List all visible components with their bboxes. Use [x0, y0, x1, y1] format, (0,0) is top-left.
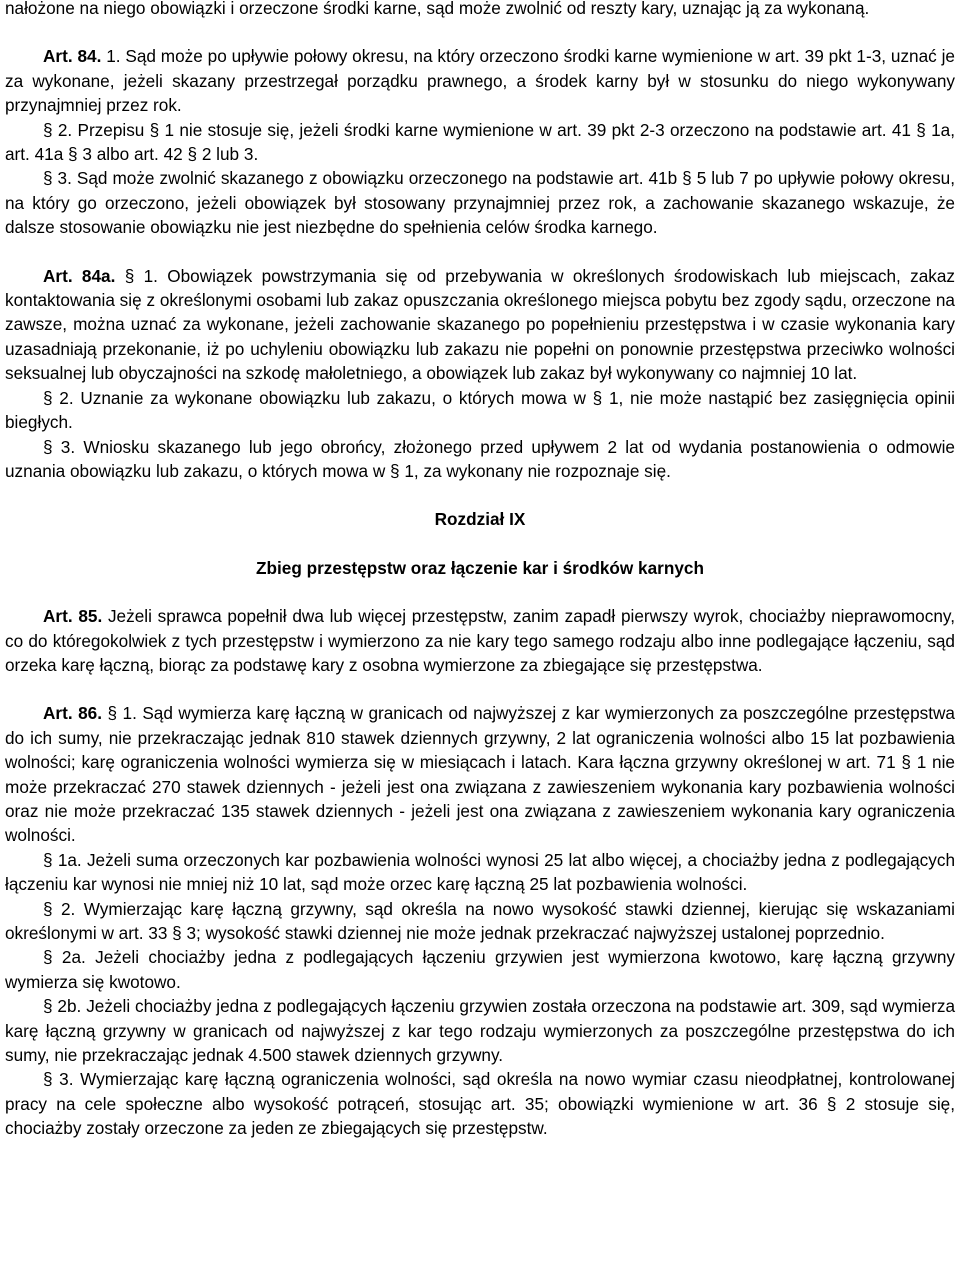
article-number: Art. 84. — [43, 46, 102, 67]
paragraph-art-86-1: Art. 86. § 1. Sąd wymierza karę łączną w granicach od najwyższej z kar wymierzonych za poszczególne przestępstwa do ich sumy, nie przekraczając jednak 810 stawek dziennych grzywny, 2 lat ograniczenia wolności albo 15 lat pozbawienia wolności; karę ograniczenia wolności wymierza się w miesiącach i latach. Kara łączna grzywny określonej w art. 71 § 1 nie może przekraczać 270 stawek dziennych - jeżeli jest ona związana z zawieszeniem wykonania kary pozbawienia wolności oraz nie może przekraczać 135 stawek dziennych - jeżeli jest ona związana z zawieszeniem wykonania kary ograniczenia wolności. — [5, 703, 955, 846]
paragraph-art-84-1: Art. 84. 1. Sąd może po upływie połowy okresu, na który orzeczono środki karne wymienione w art. 39 pkt 1-3, uznać je za wykonane, jeżeli skazany przestrzegał porządku prawnego, a środek karny był w stosunku do niego wykonywany przynajmniej przez rok. — [5, 46, 955, 116]
paragraph-art-85: Art. 85. Jeżeli sprawca popełnił dwa lub więcej przestępstw, zanim zapadł pierwszy wyrok, chociażby nieprawomocny, co do któregokolwiek z tych przestępstw i wymierzono za nie kary tego samego rodzaju albo inne podlegające łączeniu, sąd orzeka karę łączną, biorąc za podstawę kary z osobna wymierzone za zbiegające się przestępstwa. — [5, 606, 955, 675]
paragraph-art-86-2b: § 2b. Jeżeli chociażby jedna z podlegających łączeniu grzywien została orzeczona na podstawie art. 309, sąd wymierza karę łączną grzywny w granicach od najwyższej z kar tego rodzaju wymierzonych za poszczególne przestępstwa do ich sumy, nie przekraczając jednak 4.500 stawek dziennych grzywny. — [5, 996, 955, 1066]
paragraph-art-84-2: § 2. Przepisu § 1 nie stosuje się, jeżeli środki karne wymienione w art. 39 pkt 2-3 orzeczono na podstawie art. 41 § 1a, art. 41a § 3 albo art. 42 § 2 lub 3. — [5, 119, 955, 165]
article-number: Art. 86. — [43, 703, 102, 724]
chapter-number: Rozdział IX — [434, 509, 526, 530]
paragraph-art-84-3: § 3. Sąd może zwolnić skazanego z obowiązku orzeczonego na podstawie art. 41b § 5 lub 7 po upływie połowy okresu, na który go orzeczono, jeżeli obowiązek był stosowany przynajmniej przez rok, a zachowanie skazanego wskazuje, że dalsze stosowanie obowiązku nie jest niezbędne do spełnienia celów środka karnego. — [5, 168, 955, 238]
paragraph-art-84a-3: § 3. Wniosku skazanego lub jego obrońcy, złożonego przed upływem 2 lat od wydania postanowienia o odmowie uznania obowiązku lub zakazu, o których mowa w § 1, za wykonany nie rozpoznaje się. — [5, 436, 955, 481]
paragraph-art-84a-2: § 2. Uznanie za wykonane obowiązku lub zakazu, o których mowa w § 1, nie może nastąpić bez zasięgnięcia opinii biegłych. — [5, 387, 955, 433]
paragraph-art-86-2: § 2. Wymierzając karę łączną grzywny, sąd określa na nowo wysokość stawki dziennej, kierując się wskazaniami określonymi w art. 33 § 3; wysokość stawki dziennej nie może jednak przekraczać najwyższej ustalonej poprzednio. — [5, 898, 955, 943]
paragraph: nałożone na niego obowiązki i orzeczone środki karne, sąd może zwolnić od reszty kary, uznając ją za wykonaną. — [5, 0, 870, 18]
paragraph-art-86-2a: § 2a. Jeżeli chociażby jedna z podlegających łączeniu grzywien jest wymierzona kwotowo, karę łączną grzywny wymierza się kwotowo. — [5, 947, 955, 992]
paragraph-art-86-1a: § 1a. Jeżeli suma orzeczonych kar pozbawienia wolności wynosi 25 lat albo więcej, a chociażby jedna z podlegających łączeniu kar wynosi nie mniej niż 10 lat, sąd może orzec karę łączną 25 lat pozbawienia wolności. — [5, 849, 955, 895]
article-number: Art. 84a. — [43, 265, 116, 286]
article-number: Art. 85. — [43, 606, 103, 627]
chapter-title: Zbieg przestępstw oraz łączenie kar i środków karnych — [256, 557, 704, 578]
paragraph-art-86-3: § 3. Wymierzając karę łączną ograniczenia wolności, sąd określa na nowo wymiar czasu nieodpłatnej, kontrolowanej pracy na cele społeczne albo wysokość potrąceń, stosując art. 35; obowiązki wymienione w art. 36 § 2 stosuje się, chociażby zostały orzeczone za jeden ze zbiegających się przestępstw. — [5, 1069, 955, 1139]
paragraph-art-84a-1: Art. 84a. § 1. Obowiązek powstrzymania się od przebywania w określonych środowiskach lub miejscach, zakaz kontaktowania się z określonymi osobami lub zakaz opuszczania określonego miejsca pobytu bez zgody sądu, orzeczone na zawsze, można uznać za wykonane, jeżeli zachowanie skazanego po popełnieniu przestępstwa i w czasie wykonania kary uzasadniają przekonanie, iż po uchyleniu obowiązku lub zakazu nie popełni on ponownie przestępstwa przeciwko wolności seksualnej lub obyczajności na szkodę małoletniego, a obowiązek lub zakaz był wykonywany co najmniej 10 lat. — [5, 265, 955, 384]
